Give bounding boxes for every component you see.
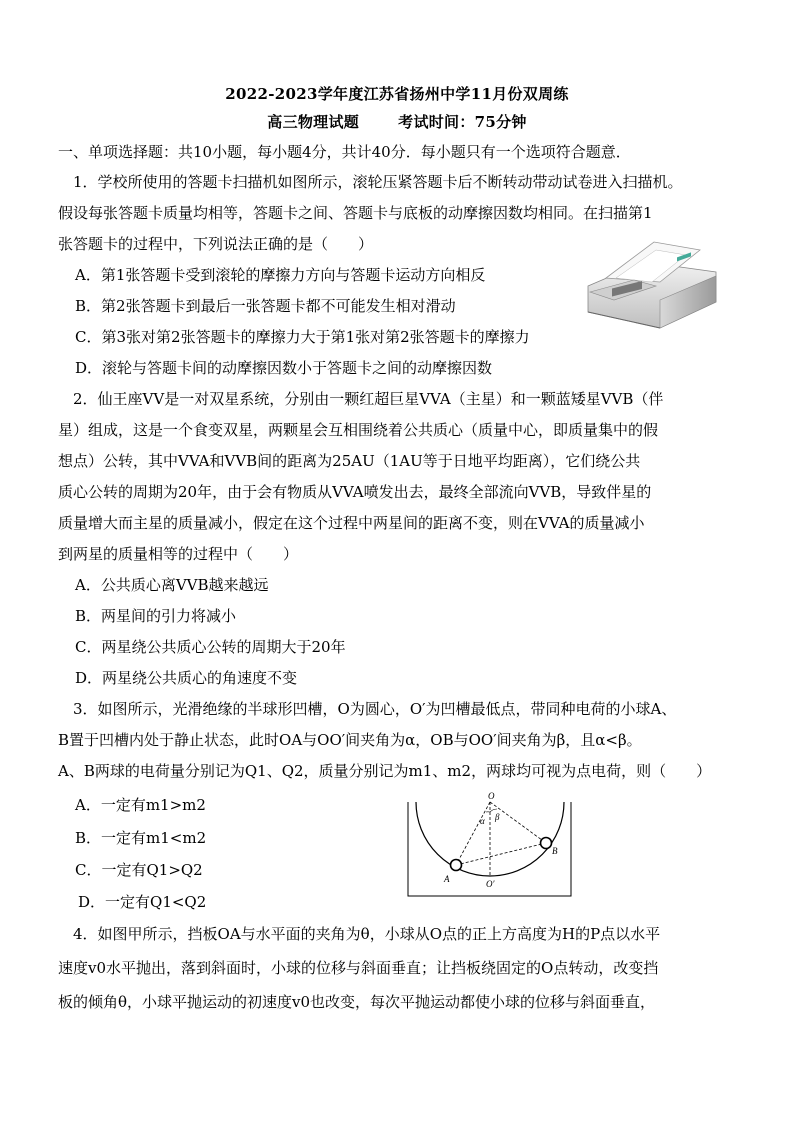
- q4-line-3: 板的倾角θ，小球平抛运动的初速度v0也改变，每次平抛运动都使小球的位移与斜面垂直，: [58, 993, 656, 1011]
- line-oa: [456, 802, 490, 865]
- q2-line-2: 星）组成，这是一个食变双星，两颗星会互相围绕着公共质心（质量中心，即质量集中的假: [58, 421, 659, 439]
- exam-time: 考试时间：75分钟: [398, 113, 527, 131]
- ball-a: [451, 860, 462, 871]
- q2-option-d: D．两星绕公共质心的角速度不变: [75, 669, 298, 687]
- q2-line-1: 2．仙王座VV是一对双星系统，分别由一颗红超巨星VVA（主星）和一颗蓝矮星VVB（伴: [73, 390, 664, 408]
- exam-subtitle-row: [0, 111, 794, 132]
- q2-option-c: C．两星绕公共质心公转的周期大于20年: [75, 638, 346, 656]
- groove-figure: [404, 790, 584, 900]
- q2-line-6: 到两星的质量相等的过程中（ ）: [58, 545, 299, 563]
- line-ab: [456, 843, 546, 865]
- q2-line-4: 质心公转的周期为20年，由于会有物质从VVA喷发出去，最终全部流向VVB，导致伴星的: [58, 483, 652, 501]
- label-beta: β: [495, 812, 500, 822]
- q3-option-a: A．一定有m1>m2: [75, 796, 206, 814]
- ball-b: [541, 838, 552, 849]
- q4-line-2: 速度v0水平抛出，落到斜面时，小球的位移与斜面垂直；让挡板绕固定的O点转动，改变挡: [58, 959, 659, 977]
- scanner-image: [582, 238, 722, 330]
- section-heading: 一、单项选择题：共10小题，每小题4分，共计40分．每小题只有一个选项符合题意．: [58, 143, 631, 161]
- q1-option-c: C．第3张对第2张答题卡的摩擦力大于第1张对第2张答题卡的摩擦力: [75, 328, 530, 346]
- q1-option-d: D．滚轮与答题卡间的动摩擦因数小于答题卡之间的动摩擦因数: [75, 359, 493, 377]
- q2-line-5: 质量增大而主星的质量减小，假定在这个过程中两星间的距离不变，则在VVA的质量减小: [58, 514, 645, 532]
- label-o: O: [488, 791, 495, 801]
- q1-option-a: A．第1张答题卡受到滚轮的摩擦力方向与答题卡运动方向相反: [75, 266, 486, 284]
- q3-line-2: B置于凹槽内处于静止状态，此时OA与OO′间夹角为α，OB与OO′间夹角为β，且α<β。: [58, 731, 642, 749]
- q3-option-c: C．一定有Q1>Q2: [75, 861, 203, 879]
- q2-line-3: 想点）公转，其中VVA和VVB间的距离为25AU（1AU等于日地平均距离），它们绕公共: [58, 452, 641, 470]
- label-b: B: [552, 846, 558, 856]
- exam-title: 2022-2023学年度江苏省扬州中学11月份双周练: [225, 85, 569, 103]
- exam-subject: 高三物理试题: [267, 113, 360, 131]
- q1-line-2: 假设每张答题卡质量均相等，答题卡之间、答题卡与底板的动摩擦因数均相同。在扫描第1: [58, 204, 653, 222]
- q2-option-a: A．公共质心离VVB越来越远: [75, 576, 269, 594]
- q1-line-3: 张答题卡的过程中，下列说法正确的是（ ）: [58, 235, 374, 253]
- label-o-prime: O′: [486, 879, 495, 889]
- q3-option-d: D．一定有Q1<Q2: [78, 893, 207, 911]
- label-a: A: [444, 874, 450, 884]
- q2-option-b: B．两星间的引力将减小: [75, 607, 237, 625]
- q4-line-1: 4．如图甲所示，挡板OA与水平面的夹角为θ，小球从O点的正上方高度为H的P点以水平: [73, 925, 661, 943]
- label-alpha: α: [480, 816, 485, 826]
- q1-line-1: 1．学校所使用的答题卡扫描机如图所示，滚轮压紧答题卡后不断转动带动试卷进入扫描机。: [73, 173, 683, 191]
- q3-line-3: A、B两球的电荷量分别记为Q1、Q2，质量分别记为m1、m2，两球均可视为点电荷，则（ ）: [58, 762, 712, 780]
- q3-line-1: 3．如图所示，光滑绝缘的半球形凹槽，O为圆心，O′为凹槽最低点，带同种电荷的小球A、: [73, 700, 677, 718]
- q3-option-b: B．一定有m1<m2: [75, 829, 207, 847]
- q1-option-b: B．第2张答题卡到最后一张答题卡都不可能发生相对滑动: [75, 297, 456, 315]
- line-ob: [490, 802, 546, 843]
